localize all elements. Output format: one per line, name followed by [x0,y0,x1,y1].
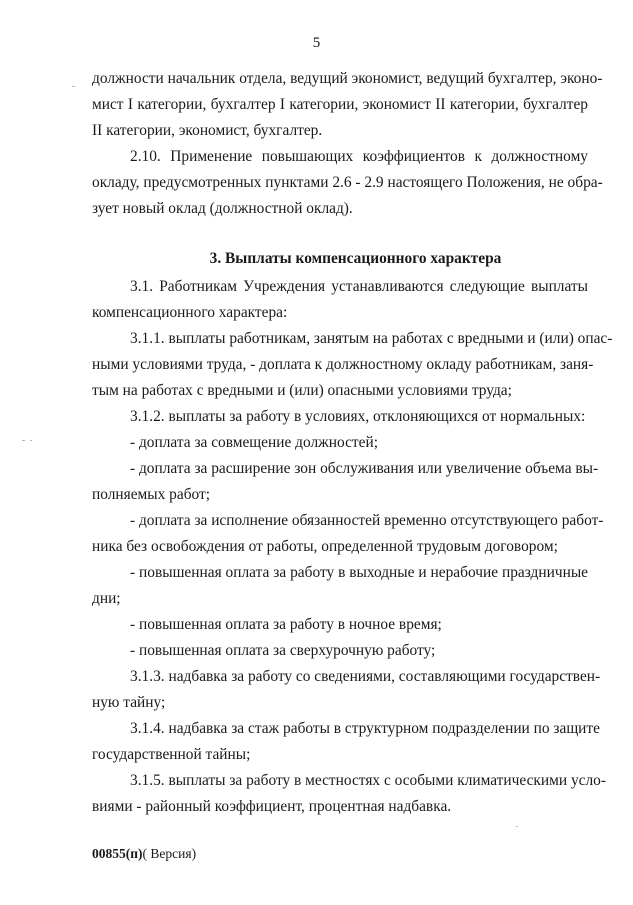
paragraph-line: 3.1.5. выплаты за работу в местностях с особыми климатическими усло- [130,772,606,789]
paragraph-line: тым на работах с вредными и (или) опасными условиями труда; [92,382,512,399]
scan-speck [22,440,25,441]
paragraph-line: 3.1.3. надбавка за работу со сведениями, составляющими государствен- [130,668,601,685]
paragraph-line: 3.1.4. надбавка за стаж работы в структурном подразделении по защите [130,720,600,737]
paragraph-line: II категории, экономист, бухгалтер. [92,122,323,139]
paragraph-line: полняемых работ; [92,486,211,503]
paragraph-line: виями - районный коэффициент, процентная надбавка. [92,798,452,815]
paragraph-line: ника без освобождения от работы, определенной трудовым договором; [92,538,558,555]
list-item: - повышенная оплата за работу в ночное время; [130,616,442,633]
document-version: ( Версия) [142,846,197,861]
paragraph-line: зует новый оклад (должностной оклад). [92,200,353,217]
paragraph-line: дни; [92,590,121,607]
paragraph-line: компенсационного характера: [92,304,288,321]
list-item: - повышенная оплата за сверхурочную работу; [130,642,436,659]
scan-speck [30,440,32,441]
scan-speck [516,826,518,827]
document-code: 00855(п) [92,846,143,861]
paragraph-line: 3.1.2. выплаты за работу в условиях, отклоняющихся от нормальных: [130,408,586,425]
list-item: - доплата за совмещение должностей; [130,434,378,451]
paragraph-line: 3.1. Работникам Учреждения устанавливаются следующие выплаты [130,278,588,295]
footer [92,846,196,862]
list-item: - доплата за исполнение обязанностей временно отсутствующего работ- [130,512,604,529]
page-number: 5 [312,35,321,51]
paragraph-line: государственной тайны; [92,746,251,763]
paragraph-line: окладу, предусмотренных пунктами 2.6 - 2.9 настоящего Положения, не обра- [92,174,603,191]
paragraph-line: 3.1.1. выплаты работникам, занятым на работах с вредными и (или) опас- [130,330,613,347]
section-heading: 3. Выплаты компенсационного характера [209,250,502,267]
list-item: - доплата за расширение зон обслуживания или увеличение объема вы- [130,460,599,477]
paragraph-line: должности начальник отдела, ведущий экономист, ведущий бухгалтер, эконо- [92,70,603,87]
paragraph-line: ными условиями труда, - доплата к должностному окладу работникам, заня- [92,356,594,373]
list-item: - повышенная оплата за работу в выходные и нерабочие праздничные [130,564,588,581]
paragraph-line: мист I категории, бухгалтер I категории, экономист II категории, бухгалтер [92,96,588,113]
paragraph-line: 2.10. Применение повышающих коэффициентов к должностному [130,148,588,165]
paragraph-line: ную тайну; [92,694,166,711]
scan-speck [72,86,75,87]
